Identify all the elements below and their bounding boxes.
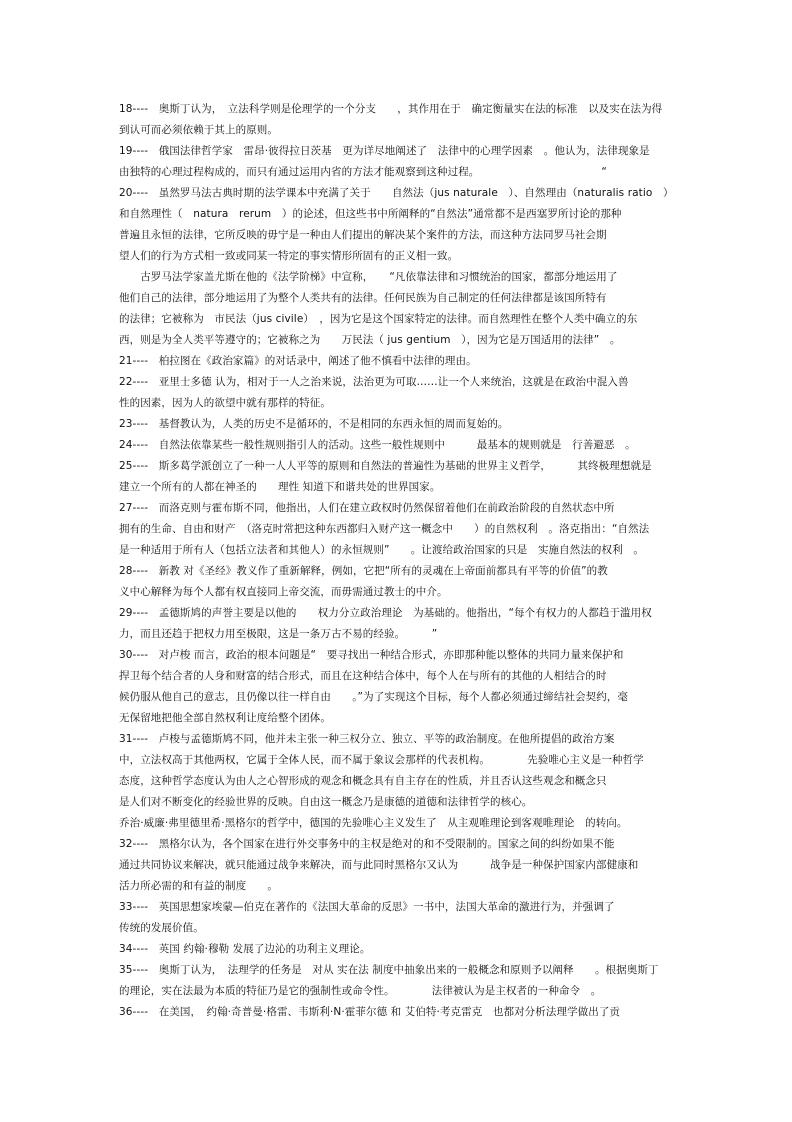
text-line: 24---- 自然法依靠某些一般性规则指引人的活动。这些一般性规则中 最基本的规则就是 行善避恶 。 xyxy=(119,439,636,451)
text-line: 中，立法权高于其他两权，它属于全体人民，而不属于象议会那样的代表机构。 先验唯心主义是一种哲学 xyxy=(119,754,644,766)
text-line: 23---- 基督教认为，人类的历史不是循环的，不是相同的东西永恒的周而复始的。 xyxy=(119,418,509,430)
text-line: 义中心解释为每个人都有权直接同上帝交流，而毋需通过教士的中介。 xyxy=(119,586,448,598)
text-line: 33---- 英国思想家埃蒙—伯克在著作的《法国大革命的反思》一书中，法国大革命的激进行为，并强调了 xyxy=(119,901,615,913)
text-line: 西，则是为全人类平等遵守的；它被称之为 万民法（ jus gentium ），因为它是万国适用的法律” 。 xyxy=(119,334,621,346)
text-line: 建立一个所有的人都在神圣的 理性 知道下和谐共处的世界国家。 xyxy=(119,481,441,493)
text-line: 态度，这种哲学态度认为由人之心智形成的观念和概念具有自主存在的性质，并且否认这些观念和概念只 xyxy=(119,775,607,787)
text-line: 36---- 在美国， 约翰·奇普曼·格雷、韦斯利·N·霍菲尔德 和 艾伯特·考克雷克 也都对分析法理学做出了贡 xyxy=(119,1006,621,1018)
text-line: 21---- 柏拉图在《政治家篇》的对话录中，阐述了他不慎看中法律的理由。 xyxy=(119,355,477,367)
text-line: 古罗马法学家盖尤斯在他的《法学阶梯》中宣称， “凡依靠法律和习惯统治的国家，都部分地运用了 xyxy=(119,271,618,283)
text-line: 到认可而必须依赖于其上的原则。 xyxy=(119,124,278,136)
text-line: 拥有的生命、自由和财产 （洛克时常把这种东西都归入财产这一概念中 ）的自然权利 。洛克指出：“自然法 xyxy=(119,523,650,535)
text-line: 性的因素，因为人的欲望中就有那样的特征。 xyxy=(119,397,331,409)
text-line: 的法律；它被称为 市民法（jus civile） ，因为它是这个国家特定的法律。而自然理性在整个人类中确立的东 xyxy=(119,313,638,325)
text-line: 30---- 对卢梭 而言，政治的根本问题是“ 要寻找出一种结合形式，亦即那种能以整体的共同力量来保护和 xyxy=(119,649,624,661)
text-line: 18---- 奥斯丁认为， 立法科学则是伦理学的一个分支 ，其作用在于 确定衡量实在法的标准 以及实在法为得 xyxy=(119,103,663,115)
text-line: 是人们对不断变化的经验世界的反映。自由这一概念乃是康德的道德和法律哲学的核心。 xyxy=(119,796,533,808)
text-line: 乔治·威廉·弗里德里希·黑格尔的哲学中，德国的先验唯心主义发生了 从主观唯理论到客观唯理论 的转向。 xyxy=(119,817,628,829)
text-line: 力，而且还趋于把权力用至极限，这是一条万古不易的经验。 ” xyxy=(119,628,438,640)
text-line: 34---- 英国 约翰·穆勒 发展了边沁的功利主义理论。 xyxy=(119,943,371,955)
text-line: 和自然理性（ natura rerum ）的论述，但这些书中所阐释的“自然法”通常都不是西塞罗所讨论的那种 xyxy=(119,208,622,220)
text-line: 22---- 亚里士多德 认为，相对于一人之治来说，法治更为可取……让一个人来统治，这就是在政治中混入兽 xyxy=(119,376,629,388)
text-line: 通过共同协议来解决，就只能通过战争来解决，而与此同时黑格尔又认为 战争是一种保护国家内部健康和 xyxy=(119,859,639,871)
text-line: 35---- 奥斯丁认为， 法理学的任务是 对从 实在法 制度中抽象出来的一般概念和原则予以阐释 。根据奥斯丁 xyxy=(119,964,659,976)
text-line: 无保留地把他全部自然权利让度给整个团体。 xyxy=(119,712,331,724)
text-line: 他们自己的法律，部分地运用了为整个人类共有的法律。任何民族为自己制定的任何法律都是该国所特有 xyxy=(119,292,607,304)
text-line: 是一种适用于所有人（包括立法者和其他人）的永恒规则” 。让渡给政治国家的只是 实施自然法的权利 。 xyxy=(119,544,644,556)
text-line: 19---- 俄国法律哲学家 雷昂·彼得拉日茨基 更为详尽地阐述了 法律中的心理学因素 。他认为，法律现象是 xyxy=(119,145,650,157)
text-line: 32---- 黑格尔认为，各个国家在进行外交事务中的主权是绝对的和不受限制的。国家之间的纠纷如果不能 xyxy=(119,838,615,850)
text-line: 31---- 卢梭与孟德斯鸠不同，他并未主张一种三权分立、独立、平等的政治制度。在他所提倡的政治方案 xyxy=(119,733,615,745)
text-line: 的理论，实在法最为本质的特征乃是它的强制性或命令性。 法律被认为是主权者的一种命令 。 xyxy=(119,985,602,997)
text-line: 29---- 孟德斯鸠的声誉主要是以他的 权力分立政治理论 为基础的。他指出，“每个有权力的人都趋于滥用权 xyxy=(119,607,652,619)
text-line: 由独特的心理过程构成的，而只有通过运用内省的方法才能观察到这种过程。 “ xyxy=(119,166,607,178)
text-line: 普遍且永恒的法律，它所反映的毋宁是一种由人们提出的解决某个案件的方法，而这种方法同罗马社会期 xyxy=(119,229,607,241)
text-line: 捍卫每个结合者的人身和财富的结合形式，而且在这种结合体中，每个人在与所有的其他的人相结合的时 xyxy=(119,670,607,682)
text-line: 望人们的行为方式相一致或同某一特定的事实情形所固有的正义相一致。 xyxy=(119,250,459,262)
text-line: 活力所必需的和有益的制度 。 xyxy=(119,880,278,892)
text-line: 候仍服从他自己的意志，且仍像以往一样自由 。”为了实现这个目标，每个人都必须通过缔结社会契约，毫 xyxy=(119,691,629,703)
text-line: 25---- 斯多葛学派创立了一种一人人平等的原则和自然法的普遍性为基础的世界主义哲学， 其终极理想就是 xyxy=(119,460,652,472)
text-line: 传统的发展价值。 xyxy=(119,922,204,934)
text-line: 28---- 新教 对《圣经》教义作了重新解释，例如，它把“所有的灵魂在上帝面前都具有平等的价值”的教 xyxy=(119,565,608,577)
text-line: 20---- 虽然罗马法古典时期的法学课本中充满了关于 自然法（jus naturale ）、自然理由（naturalis ratio ） xyxy=(119,187,674,199)
text-line: 27---- 而洛克则与霍布斯不同，他指出，人们在建立政权时仍然保留着他们在前政治阶段的自然状态中所 xyxy=(119,502,615,514)
